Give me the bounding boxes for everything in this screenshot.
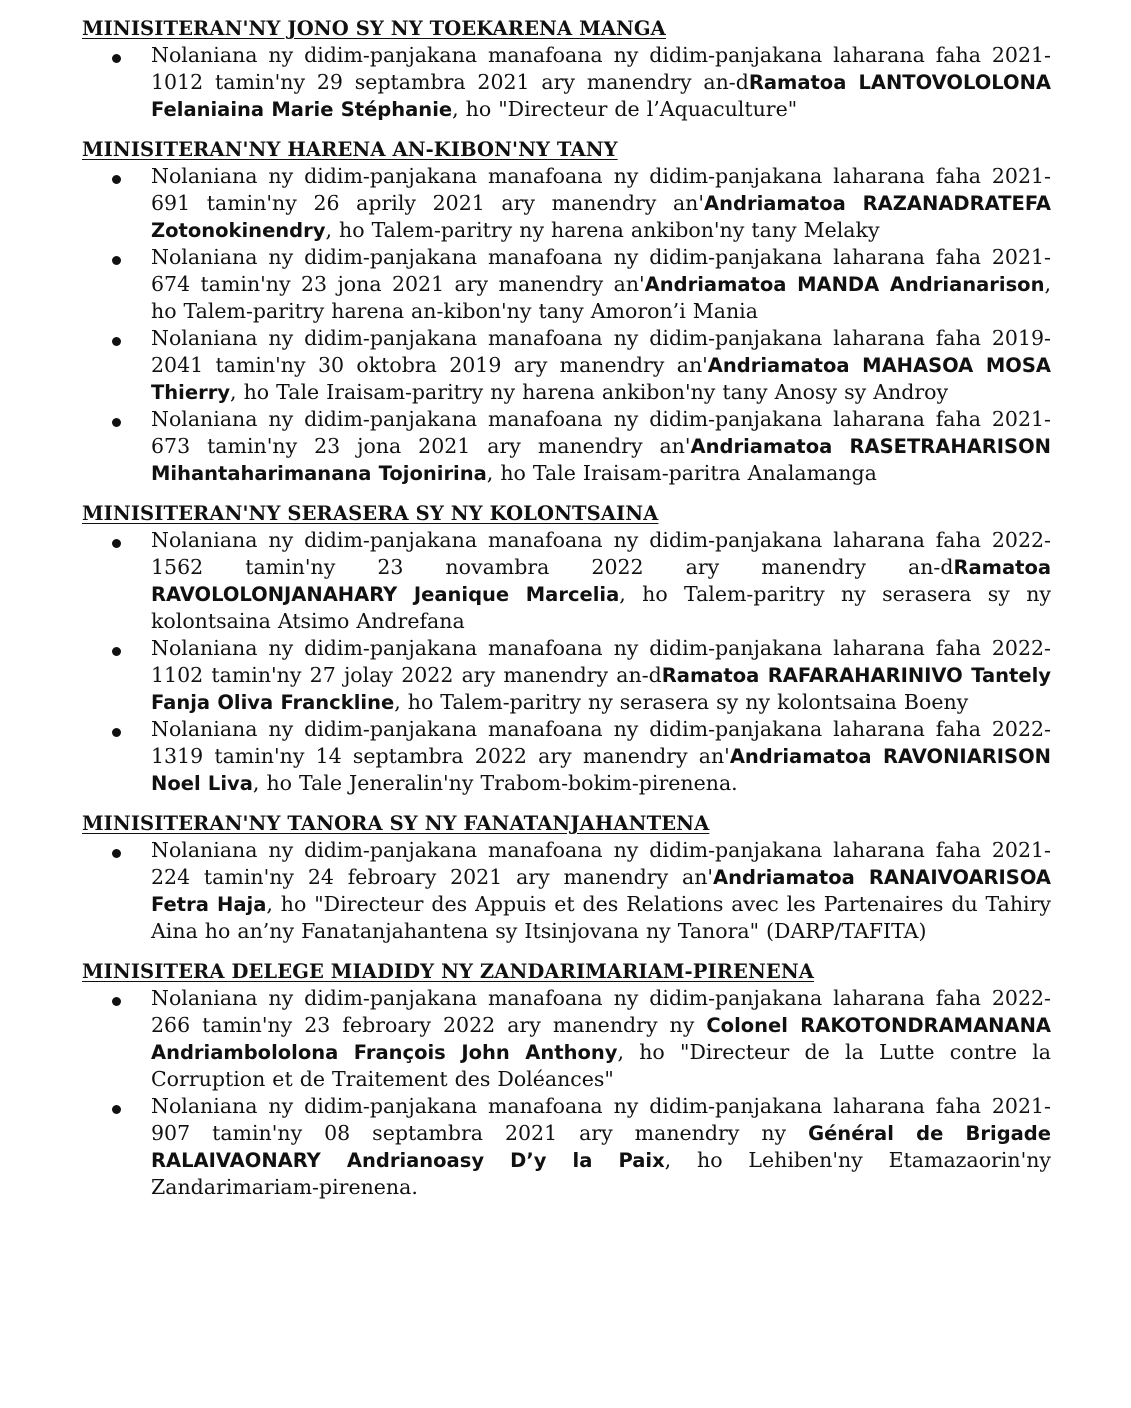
decree-text: Nolaniana ny didim-panjakana manafoana ny didim-panjakana laharana faha 2022-1319 tamin'ny 14 septambra 2022 ary manendry an' (151, 717, 1051, 768)
decree-item (82, 716, 1051, 797)
decree-list (82, 42, 1051, 123)
bullet-icon (112, 337, 121, 346)
bullet-icon (112, 728, 121, 737)
decree-text: Nolaniana ny didim-panjakana manafoana ny didim-panjakana laharana faha 2022-1562 tamin'ny 23 novambra 2022 ary manendry an-d (151, 528, 1051, 579)
bullet-icon (112, 539, 121, 548)
section-heading: MINISITERAN'NY HARENA AN-KIBON'NY TANY (82, 138, 618, 161)
decree-text: Nolaniana ny didim-panjakana manafoana ny didim-panjakana laharana faha 2022-266 tamin'ny 23 febroary 2022 ary manendry ny (151, 986, 1051, 1037)
decree-text: Nolaniana ny didim-panjakana manafoana ny didim-panjakana laharana faha 2022-1102 tamin'ny 27 jolay 2022 ary manendry an-d (151, 636, 1051, 687)
ministry-section (82, 16, 1051, 123)
bullet-icon (112, 256, 121, 265)
decree-item (82, 244, 1051, 325)
decree-text: Nolaniana ny didim-panjakana manafoana ny didim-panjakana laharana faha 2021-673 tamin'ny 23 jona 2021 ary manendry an' (151, 407, 1051, 458)
appointee-name: Andriamatoa RASETRAHARISON Mihantaharimanana Tojonirina (151, 435, 1051, 485)
appointee-name: Ramatoa RAVOLOLONJANAHARY Jeanique Marcelia (151, 556, 1051, 606)
decree-text: , ho Tale Iraisam-paritry ny harena ankibon'ny tany Anosy sy Androy (230, 380, 949, 404)
decree-text: , ho Talem-paritry ny serasera sy ny kolontsaina Atsimo Andrefana (151, 582, 1052, 633)
section-heading: MINISITERAN'NY JONO SY NY TOEKARENA MANGA (82, 17, 666, 40)
bullet-icon (112, 418, 121, 427)
decree-text: , ho "Directeur de la Lutte contre la Corruption et de Traitement des Doléances" (151, 1040, 1051, 1091)
ministry-section (82, 501, 1051, 797)
decree-item (82, 1093, 1051, 1201)
appointee-name: Andriamatoa RANAIVOARISOA Fetra Haja (151, 866, 1051, 916)
appointee-name: Ramatoa LANTOVOLOLONA Felaniaina Marie Stéphanie (151, 71, 1051, 121)
decree-text: Nolaniana ny didim-panjakana manafoana ny didim-panjakana laharana faha 2021-224 tamin'ny 24 febroary 2021 ary manendry an' (151, 838, 1051, 889)
decree-text: Nolaniana ny didim-panjakana manafoana ny didim-panjakana laharana faha 2021-691 tamin'ny 26 aprily 2021 ary manendry an' (151, 164, 1051, 215)
appointee-name: Ramatoa RAFARAHARINIVO Tantely Fanja Oliva Franckline (151, 664, 1051, 714)
decree-item (82, 42, 1051, 123)
appointee-name: Andriamatoa MANDA Andrianarison (644, 273, 1045, 296)
decree-text: , ho "Directeur de l’Aquaculture" (452, 97, 798, 121)
decree-list (82, 837, 1051, 945)
decree-text: Nolaniana ny didim-panjakana manafoana ny didim-panjakana laharana faha 2021-1012 tamin'ny 29 septambra 2021 ary manendry an-d (151, 43, 1051, 94)
bullet-icon (112, 647, 121, 656)
section-heading: MINISITERA DELEGE MIADIDY NY ZANDARIMARIAM-PIRENENA (82, 960, 815, 983)
decree-list (82, 985, 1051, 1201)
appointee-name: Général de Brigade RALAIVAONARY Andrianoasy D’y la Paix (151, 1122, 1051, 1172)
bullet-icon (112, 1105, 121, 1114)
decree-text: , ho Talem-paritry harena an-kibon'ny tany Amoron’i Mania (151, 272, 1051, 323)
decree-text: , ho "Directeur des Appuis et des Relations avec les Partenaires du Tahiry Aina ho an’ny Fanatanjahantena sy Itsinjovana ny Tanora" (DARP/TAFITA) (151, 892, 1051, 943)
decree-text: , ho Talem-paritry ny harena ankibon'ny tany Melaky (325, 218, 880, 242)
appointee-name: Colonel RAKOTONDRAMANANA Andriambololona François John Anthony (151, 1014, 1051, 1064)
decree-list (82, 163, 1051, 487)
bullet-icon (112, 54, 121, 63)
appointee-name: Andriamatoa MAHASOA MOSA Thierry (151, 354, 1051, 404)
decree-text: , ho Tale Jeneralin'ny Trabom-bokim-pirenena. (252, 771, 738, 795)
decree-text: , ho Tale Iraisam-paritra Analamanga (486, 461, 877, 485)
decree-item (82, 163, 1051, 244)
decree-item (82, 635, 1051, 716)
bullet-icon (112, 849, 121, 858)
decree-text: , ho Lehiben'ny Etamazaorin'ny Zandarimariam-pirenena. (151, 1148, 1052, 1199)
decree-text: , ho Talem-paritry ny serasera sy ny kolontsaina Boeny (394, 690, 969, 714)
ministry-section (82, 959, 1051, 1201)
appointee-name: Andriamatoa RAZANADRATEFA Zotonokinendry (151, 192, 1051, 242)
decree-item (82, 406, 1051, 487)
decree-item (82, 985, 1051, 1093)
bullet-icon (112, 175, 121, 184)
decree-text: Nolaniana ny didim-panjakana manafoana ny didim-panjakana laharana faha 2021-907 tamin'ny 08 septambra 2021 ary manendry ny (151, 1094, 1051, 1145)
decree-text: Nolaniana ny didim-panjakana manafoana ny didim-panjakana laharana faha 2019-2041 tamin'ny 30 oktobra 2019 ary manendry an' (151, 326, 1051, 377)
decree-item (82, 837, 1051, 945)
ministry-section (82, 811, 1051, 945)
decree-item (82, 527, 1051, 635)
appointee-name: Andriamatoa RAVONIARISON Noel Liva (151, 745, 1051, 795)
decree-list (82, 527, 1051, 797)
bullet-icon (112, 997, 121, 1006)
section-heading: MINISITERAN'NY TANORA SY NY FANATANJAHANTENA (82, 812, 710, 835)
decree-text: Nolaniana ny didim-panjakana manafoana ny didim-panjakana laharana faha 2021-674 tamin'ny 23 jona 2021 ary manendry an' (151, 245, 1051, 296)
section-heading: MINISITERAN'NY SERASERA SY NY KOLONTSAINA (82, 502, 659, 525)
ministry-section (82, 137, 1051, 487)
decree-item (82, 325, 1051, 406)
